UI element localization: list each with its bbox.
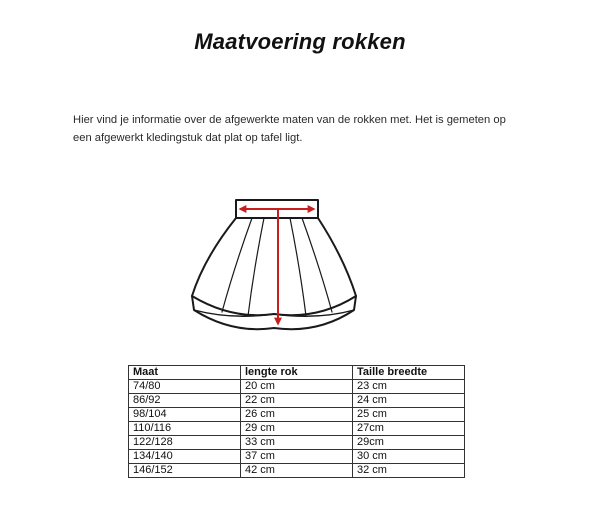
cell-maat: 74/80 [129,380,241,394]
cell-maat: 98/104 [129,408,241,422]
table-row [129,394,465,408]
intro-line: een afgewerkt kledingstuk dat plat op tafel ligt. [73,132,303,144]
header-maat: Maat [129,366,241,380]
header-taille-breedte: Taille breedte [353,366,465,380]
size-table [128,365,465,478]
table-row [129,464,465,478]
intro-paragraph [73,111,553,147]
header-lengte-rok: lengte rok [241,366,353,380]
table-row [129,436,465,450]
cell-maat: 122/128 [129,436,241,450]
cell-taille: 23 cm [353,380,465,394]
skirt-body-shape [192,218,356,315]
cell-lengte: 20 cm [241,380,353,394]
cell-taille: 29cm [353,436,465,450]
cell-taille: 27cm [353,422,465,436]
cell-maat: 146/152 [129,464,241,478]
cell-taille: 24 cm [353,394,465,408]
cell-taille: 30 cm [353,450,465,464]
table-header-row [129,366,465,380]
cell-maat: 86/92 [129,394,241,408]
cell-lengte: 22 cm [241,394,353,408]
table-row [129,422,465,436]
table-row [129,380,465,394]
cell-lengte: 26 cm [241,408,353,422]
cell-lengte: 33 cm [241,436,353,450]
cell-lengte: 29 cm [241,422,353,436]
cell-lengte: 37 cm [241,450,353,464]
cell-taille: 25 cm [353,408,465,422]
page-title: Maatvoering rokken [194,29,406,54]
cell-taille: 32 cm [353,464,465,478]
intro-line: Hier vind je informatie over de afgewerkte maten van de rokken met. Het is gemeten op [73,114,506,126]
table-row [129,450,465,464]
cell-maat: 110/116 [129,422,241,436]
cell-lengte: 42 cm [241,464,353,478]
cell-maat: 134/140 [129,450,241,464]
table-row [129,408,465,422]
skirt-illustration [184,188,364,338]
skirt-measurement-icon [184,188,364,338]
